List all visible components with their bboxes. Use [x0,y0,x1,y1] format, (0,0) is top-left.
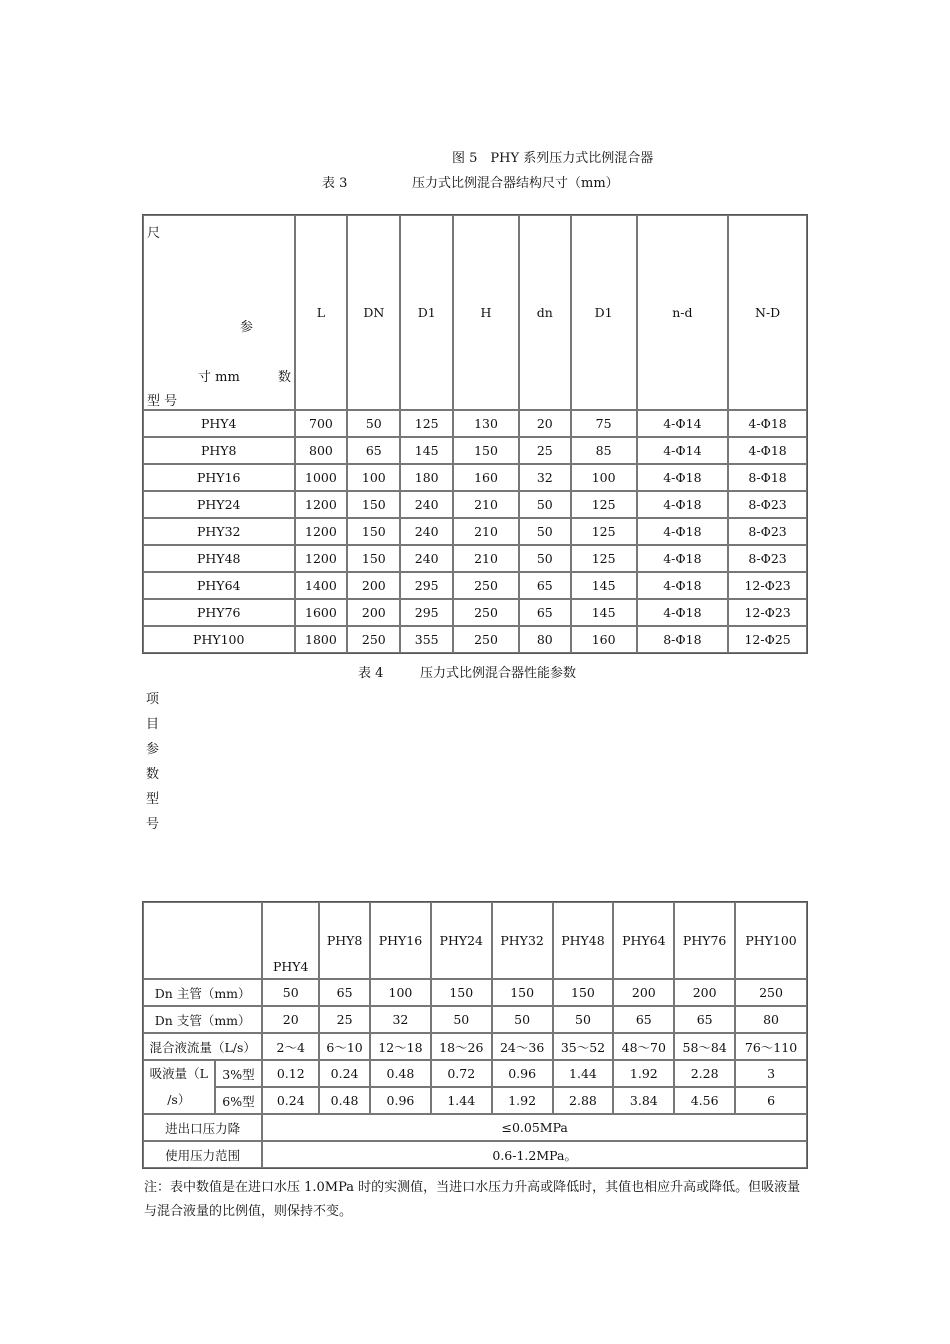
value-cell: 1.92 [613,1060,674,1087]
value-cell: 160 [453,464,519,491]
value-cell: 50 [262,979,319,1006]
model-cell: PHY76 [143,599,295,626]
value-cell: 85 [571,437,637,464]
value-cell: 100 [370,979,431,1006]
vertical-label-char: 目 [146,717,160,732]
model-header: PHY48 [553,902,614,979]
model-header: PHY64 [613,902,674,979]
value-cell: 2～4 [262,1033,319,1060]
model-cell: PHY64 [143,572,295,599]
value-cell: 355 [400,626,453,653]
value-cell: 145 [400,437,453,464]
table3-col-header: dn [519,215,571,410]
vertical-label-char: 号 [146,817,160,832]
model-cell: PHY8 [143,437,295,464]
value-cell: 150 [492,979,553,1006]
table-note: 注：表中数值是在进口水压 1.0MPa 时的实测值，当进口水压力升高或降低时，其值也相应升高或降低。但吸液量与混合液量的比例值，则保持不变。 [144,1180,801,1219]
table3 [142,214,808,654]
table3-body [143,410,807,653]
value-cell: 50 [492,1006,553,1033]
value-cell: 1200 [295,491,348,518]
value-cell: 48～70 [613,1033,674,1060]
value-cell: 8-Φ23 [728,518,807,545]
table4-corner-cell [143,902,262,979]
table-row [143,437,807,464]
value-cell: 130 [453,410,519,437]
table4-row-dn-main [143,979,807,1006]
value-cell: 0.12 [262,1060,319,1087]
row-label: Dn 主管（mm） [143,979,262,1006]
row-label: 使用压力范围 [143,1141,262,1168]
row-sublabel-3: 3%型 [215,1060,263,1087]
value-cell: 700 [295,410,348,437]
table3-col-header: H [453,215,519,410]
table3-col-header: D1 [400,215,453,410]
value-cell: 75 [571,410,637,437]
value-cell: 240 [400,545,453,572]
model-header: PHY24 [431,902,492,979]
table-row [143,464,807,491]
value-cell: 250 [735,979,807,1006]
model-header: PHY16 [370,902,431,979]
table-row [143,599,807,626]
value-cell: 0.24 [262,1087,319,1114]
value-cell: 100 [571,464,637,491]
value-cell: 65 [319,979,370,1006]
row-label: 进出口压力降 [143,1114,262,1141]
value-cell: 1000 [295,464,348,491]
value-cell: 4-Φ18 [728,437,807,464]
row-sublabel-6: 6%型 [215,1087,263,1114]
value-cell: 210 [453,545,519,572]
row-label-suction [143,1060,215,1114]
value-cell: 200 [347,599,400,626]
value-cell: 0.96 [370,1087,431,1114]
table3-label: 表 3 [322,176,348,191]
table-row [143,626,807,653]
value-cell: 50 [347,410,400,437]
value-cell: 20 [262,1006,319,1033]
value-cell: 65 [519,599,571,626]
suction-label-line1: 吸液量（L [149,1066,208,1081]
table-row [143,518,807,545]
model-header: PHY4 [262,902,319,979]
vertical-label-char: 参 [146,742,160,757]
value-cell: 200 [613,979,674,1006]
value-cell: 65 [674,1006,735,1033]
value-cell: 0.48 [370,1060,431,1087]
suction-label-line2: /s） [167,1092,191,1107]
value-cell: 150 [453,437,519,464]
value-cell: 150 [431,979,492,1006]
model-cell: PHY16 [143,464,295,491]
value-cell: 295 [400,599,453,626]
value-cell: 50 [553,1006,614,1033]
value-cell: 1200 [295,545,348,572]
value-cell: 125 [571,491,637,518]
value-cell: 50 [519,491,571,518]
table-row [143,545,807,572]
corner-dim-label: 尺 [147,226,161,241]
figure-caption: 图 5 PHY 系列压力式比例混合器 [452,151,654,166]
model-cell: PHY100 [143,626,295,653]
table4-label: 表 4 [358,666,384,681]
value-cell: 80 [735,1006,807,1033]
value-cell: 145 [571,599,637,626]
value-cell: 20 [519,410,571,437]
value-cell: 25 [319,1006,370,1033]
value-cell: 1800 [295,626,348,653]
value-cell: 150 [347,491,400,518]
vertical-label-char: 型 [146,792,160,807]
table-row [143,491,807,518]
table4-row-dn-branch [143,1006,807,1033]
model-cell: PHY24 [143,491,295,518]
value-cell: 4-Φ14 [637,437,729,464]
value-cell: 1200 [295,518,348,545]
value-cell: 2.28 [674,1060,735,1087]
value-cell: 50 [519,518,571,545]
value-cell: 1400 [295,572,348,599]
model-header: PHY100 [735,902,807,979]
model-header: PHY8 [319,902,370,979]
value-cell: 150 [553,979,614,1006]
value-cell: 250 [453,599,519,626]
model-header: PHY76 [674,902,735,979]
corner-unit-label: 寸 mm [198,370,240,385]
table4-row-pressure-drop [143,1114,807,1141]
value-cell: 32 [370,1006,431,1033]
value-cell: 1.44 [431,1087,492,1114]
model-cell: PHY48 [143,545,295,572]
table3-col-header: L [295,215,348,410]
value-cell: 18～26 [431,1033,492,1060]
value-cell: 145 [571,572,637,599]
value-cell: 4-Φ18 [637,518,729,545]
pressure-drop-value: ≤0.05MPa [262,1114,807,1141]
value-cell: 210 [453,491,519,518]
value-cell: 4.56 [674,1087,735,1114]
model-header: PHY32 [492,902,553,979]
value-cell: 3 [735,1060,807,1087]
table-row [143,410,807,437]
value-cell: 12-Φ25 [728,626,807,653]
value-cell: 6～10 [319,1033,370,1060]
value-cell: 200 [347,572,400,599]
value-cell: 8-Φ23 [728,491,807,518]
value-cell: 125 [571,518,637,545]
value-cell: 12-Φ23 [728,599,807,626]
value-cell: 125 [571,545,637,572]
value-cell: 0.24 [319,1060,370,1087]
value-cell: 150 [347,518,400,545]
table3-col-header: D1 [571,215,637,410]
table3-col-header: n-d [637,215,729,410]
table3-col-header: N-D [728,215,807,410]
corner-param-label: 参 [240,320,254,335]
value-cell: 0.96 [492,1060,553,1087]
value-cell: 0.72 [431,1060,492,1087]
value-cell: 65 [519,572,571,599]
value-cell: 6 [735,1087,807,1114]
table-row [143,572,807,599]
value-cell: 12～18 [370,1033,431,1060]
value-cell: 1.44 [553,1060,614,1087]
table4-header-row [143,902,807,979]
value-cell: 4-Φ18 [637,545,729,572]
value-cell: 4-Φ14 [637,410,729,437]
value-cell: 295 [400,572,453,599]
value-cell: 180 [400,464,453,491]
corner-model-label: 型 号 [147,394,178,409]
value-cell: 80 [519,626,571,653]
value-cell: 4-Φ18 [637,572,729,599]
table4-title: 压力式比例混合器性能参数 [420,666,577,681]
value-cell: 1600 [295,599,348,626]
value-cell: 150 [347,545,400,572]
pressure-range-value: 0.6-1.2MPa。 [262,1141,807,1168]
vertical-label-char: 项 [146,692,160,707]
table3-col-header: DN [347,215,400,410]
value-cell: 8-Φ18 [637,626,729,653]
value-cell: 8-Φ18 [728,464,807,491]
table4-row-pressure-range [143,1141,807,1168]
vertical-label-char: 数 [146,767,160,782]
value-cell: 240 [400,491,453,518]
value-cell: 65 [613,1006,674,1033]
value-cell: 50 [519,545,571,572]
value-cell: 35～52 [553,1033,614,1060]
value-cell: 2.88 [553,1087,614,1114]
table4 [142,901,808,1169]
value-cell: 50 [431,1006,492,1033]
table4-row-suction-3 [143,1060,807,1087]
model-cell: PHY32 [143,518,295,545]
value-cell: 4-Φ18 [728,410,807,437]
value-cell: 4-Φ18 [637,464,729,491]
value-cell: 160 [571,626,637,653]
row-label: Dn 支管（mm） [143,1006,262,1033]
value-cell: 58～84 [674,1033,735,1060]
table3-header-row [143,215,807,410]
value-cell: 65 [347,437,400,464]
value-cell: 250 [453,572,519,599]
value-cell: 240 [400,518,453,545]
table3-corner-cell [143,215,295,410]
value-cell: 200 [674,979,735,1006]
value-cell: 0.48 [319,1087,370,1114]
value-cell: 800 [295,437,348,464]
table4-row-suction-6 [143,1087,807,1114]
value-cell: 250 [453,626,519,653]
value-cell: 12-Φ23 [728,572,807,599]
table3-title: 压力式比例混合器结构尺寸（mm） [412,176,619,191]
value-cell: 250 [347,626,400,653]
row-label: 混合液流量（L/s） [143,1033,262,1060]
value-cell: 76～110 [735,1033,807,1060]
value-cell: 32 [519,464,571,491]
corner-num-label: 数 [278,370,292,385]
value-cell: 210 [453,518,519,545]
value-cell: 100 [347,464,400,491]
value-cell: 3.84 [613,1087,674,1114]
value-cell: 125 [400,410,453,437]
value-cell: 1.92 [492,1087,553,1114]
value-cell: 8-Φ23 [728,545,807,572]
value-cell: 4-Φ18 [637,491,729,518]
value-cell: 25 [519,437,571,464]
value-cell: 24～36 [492,1033,553,1060]
value-cell: 4-Φ18 [637,599,729,626]
model-cell: PHY4 [143,410,295,437]
table4-row-mix-flow [143,1033,807,1060]
